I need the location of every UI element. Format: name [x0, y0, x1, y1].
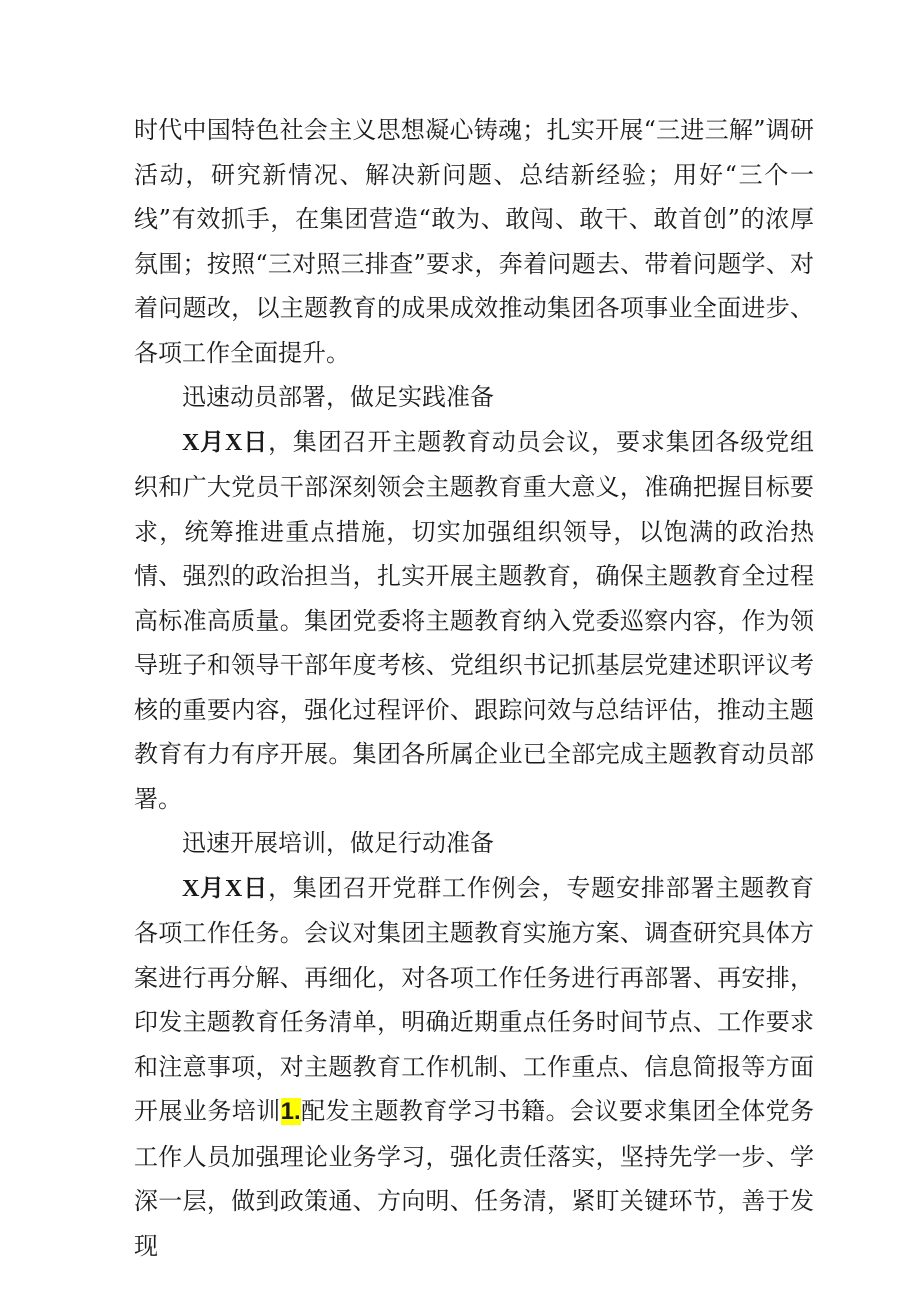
paragraph-1-text: 时代中国特色社会主义思想凝心铸魂；扎实开展“三进三解”调研活动，研究新情况、解决新问题、总结新经验；用好“三个一线”有效抓手，在集团营造“敢为、敢闯、敢干、敢首创”的浓厚氛围；按照“三对照三排查”要求，奔着问题去、带着问题学、对着问题改，以主题教育的成果成效推动集团各项事业全面进步、各项工作全面提升。	[134, 116, 814, 367]
paragraph-continuation	[134, 108, 814, 375]
paragraph-3-text-b: 配发主题教育学习书籍。会议要求集团全体党务工作人员加强理论业务学习，强化责任落实，坚持先学一步、学深一层，做到政策通、方向明、任务清，紧盯关键环节，善于发现	[134, 1097, 815, 1260]
section-heading-training	[134, 821, 814, 866]
document-body	[134, 108, 814, 1268]
paragraph-2-date: X月X日	[182, 429, 269, 456]
section-heading-mobilization	[134, 375, 814, 420]
paragraph-2-text: ，集团召开主题教育动员会议，要求集团各级党组织和广大党员干部深刻领会主题教育重大意义，准确把握目标要求，统筹推进重点措施，切实加强组织领导，以饱满的政治热情、强烈的政治担当，扎实开展主题教育，确保主题教育全过程高标准高质量。集团党委将主题教育纳入党委巡察内容，作为领导班子和领导干部年度考核、党组织书记抓基层党建述职评议考核的重要内容，强化过程评价、跟踪问效与总结评估，推动主题教育有力有序开展。集团各所属企业已全部完成主题教育动员部署。	[134, 427, 814, 813]
paragraph-training-meeting	[134, 866, 814, 1269]
heading-2-text: 迅速开展培训，做足行动准备	[182, 829, 494, 857]
heading-1-text: 迅速动员部署，做足实践准备	[182, 383, 494, 411]
paragraph-3-text-a: ，集团召开党群工作例会，专题安排部署主题教育各项工作任务。会议对集团主题教育实施方案、调查研究具体方案进行再分解、再细化，对各项工作任务进行再部署、再安排，印发主题教育任务清单，明确近期重点任务时间节点、工作要求和注意事项，对主题教育工作机制、工作重点、信息简报等方面开展业务培训	[134, 873, 814, 1125]
paragraph-mobilization-meeting	[134, 420, 814, 822]
highlighted-list-marker: 1.	[280, 1098, 301, 1125]
paragraph-3-date: X月X日	[182, 875, 269, 902]
